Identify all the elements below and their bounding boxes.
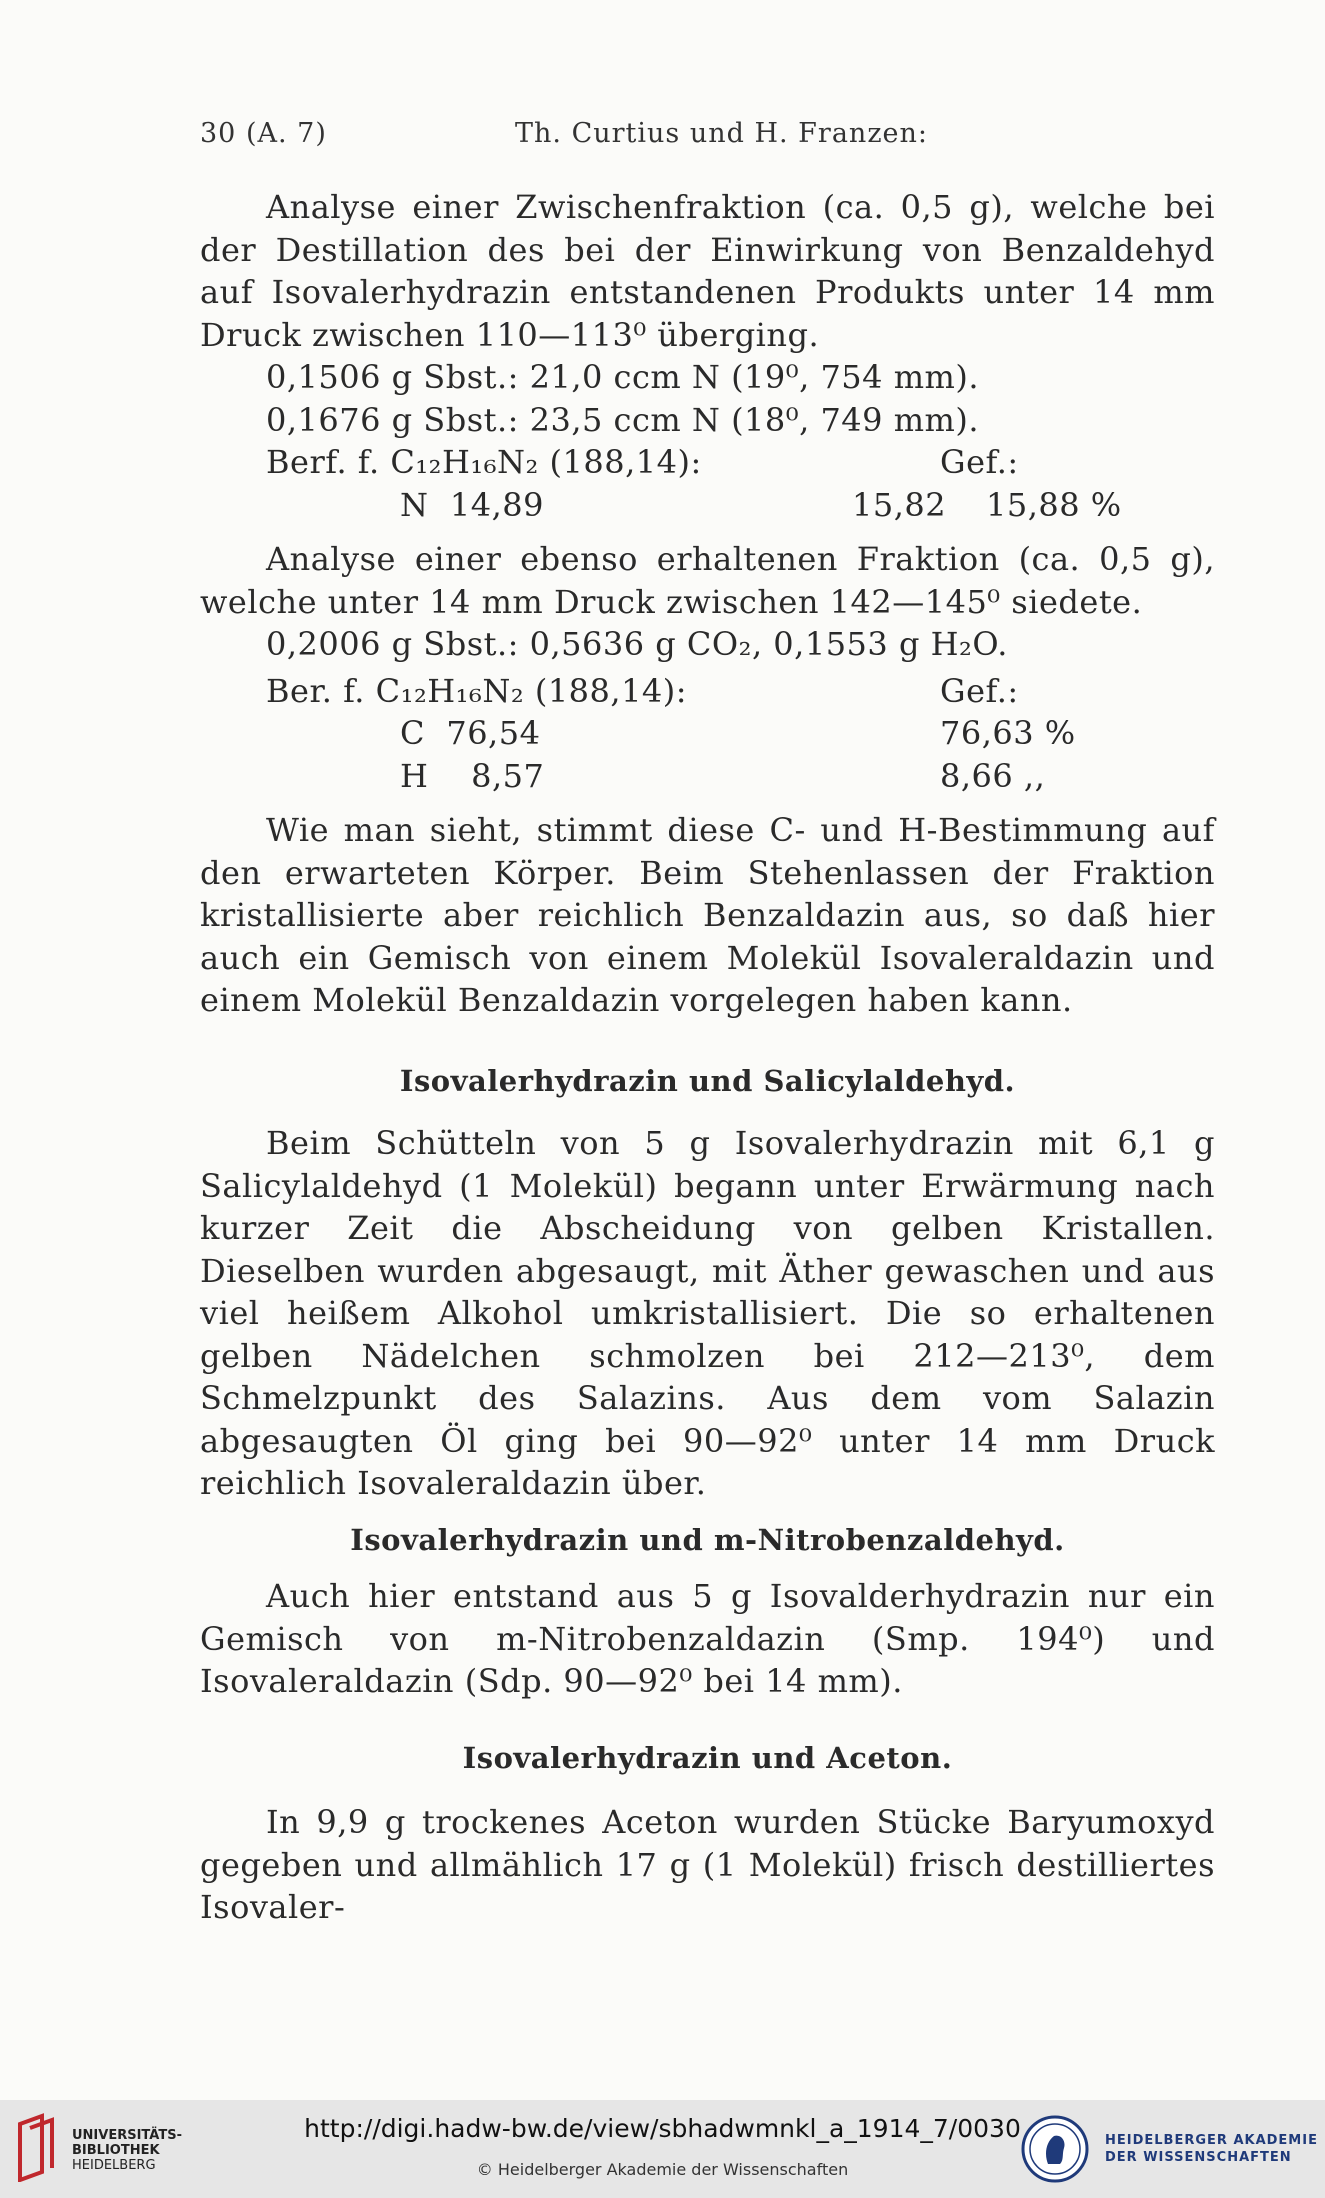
calc-value-row [200,712,1215,755]
calc-value: C 76,54 [400,714,541,752]
paragraph-6: In 9,9 g trockenes Aceton wurden Stücke Baryumoxyd gegeben und allmählich 17 g (1 Molekül) frisch destilliertes Isovaler- [200,1803,1215,1926]
found-value: 15,82 [852,485,947,524]
section-heading: Isovalerhydrazin und Salicylaldehyd. [399,1063,1016,1098]
copyright-notice: © Heidelberger Akademie der Wissenschaften [476,2160,849,2179]
measurement-line: 0,2006 g Sbst.: 0,5636 g CO₂, 0,1553 g H₂O. [266,625,1008,663]
calc-value: N 14,89 [400,485,544,524]
calc-value-row [200,484,1215,527]
university-library-name: UNIVERSITÄTS- BIBLIOTHEK HEIDELBERG [72,2128,182,2173]
paragraph-2: Analyse einer ebenso erhaltenen Fraktion (ca. 0,5 g), welche unter 14 mm Druck zwischen 142—145⁰ siedete. [200,540,1215,621]
calc-value-row [200,755,1215,798]
found-label: Gef.: [940,443,1019,481]
academy-name: HEIDELBERGER AKADEMIE DER WISSENSCHAFTEN [1105,2133,1318,2165]
section-heading: Isovalerhydrazin und Aceton. [462,1740,953,1775]
section-heading: Isovalerhydrazin und m-Nitrobenzaldehyd. [350,1522,1065,1557]
found-label: Gef.: [940,671,1019,710]
page-number: 30 (A. 7) [200,118,327,149]
paragraph-4: Beim Schütteln von 5 g Isovalerhydrazin mit 6,1 g Salicylaldehyd (1 Molekül) begann unter Erwärmung nach kurzer Zeit die Abscheidung von gelben Kristallen. Dieselben wurden abgesaugt, mit Äther gewaschen und aus viel heißem Alkohol umkristallisiert. Die so erhaltenen gelben Nädelchen schmolzen bei 212—213⁰, dem Schmelzpunkt des Salazins. Aus dem vom Salazin abgesaugten Öl ging bei 90—92⁰ unter 14 mm Druck reichlich Isovaleraldazin über. [200,1124,1215,1502]
calc-value: H 8,57 [400,756,545,795]
paragraph-5: Auch hier entstand aus 5 g Isovalderhydrazin nur ein Gemisch von m-Nitrobenzaldazin (Smp. 194⁰) und Isovaleraldazin (Sdp. 90—92⁰ bei 14 mm). [200,1577,1215,1700]
calc-header-row [200,441,1215,484]
found-value: 8,66 ,, [940,756,1046,795]
calc-label: Berf. f. C₁₂H₁₆N₂ (188,14): [266,443,702,481]
measurement-line: 0,1506 g Sbst.: 21,0 ccm N (19⁰, 754 mm). [266,358,980,396]
found-value: 15,88 % [986,485,1122,524]
paragraph-1: Analyse einer Zwischenfraktion (ca. 0,5 g), welche bei der Destillation des bei der Einwirkung von Benzaldehyd auf Isovalerhydrazin entstandenen Produkts unter 14 mm Druck zwischen 110—113⁰ überging. [200,188,1215,354]
found-value: 76,63 % [940,714,1076,752]
running-title: Th. Curtius und H. Franzen: [515,118,929,149]
text-block-1 [200,186,1215,1929]
calc-header-row [200,670,1215,713]
permalink-url[interactable]: http://digi.hadw-bw.de/view/sbhadwmnkl_a_1914_7/0030 [304,2114,1021,2143]
footer-bar [0,2100,1325,2198]
measurement-line: 0,1676 g Sbst.: 23,5 ccm N (18⁰, 749 mm). [266,400,980,439]
academy-seal-icon [1020,2114,1090,2184]
calc-label: Ber. f. C₁₂H₁₆N₂ (188,14): [266,671,688,710]
paragraph-3: Wie man sieht, stimmt diese C- und H-Bestimmung auf den erwarteten Körper. Beim Stehenlassen der Fraktion kristallisierte aber reichlich Benzaldazin aus, so daß hier auch ein Gemisch von einem Molekül Isovaleraldazin und einem Molekül Benzaldazin vorgelegen haben kann. [200,811,1215,1019]
